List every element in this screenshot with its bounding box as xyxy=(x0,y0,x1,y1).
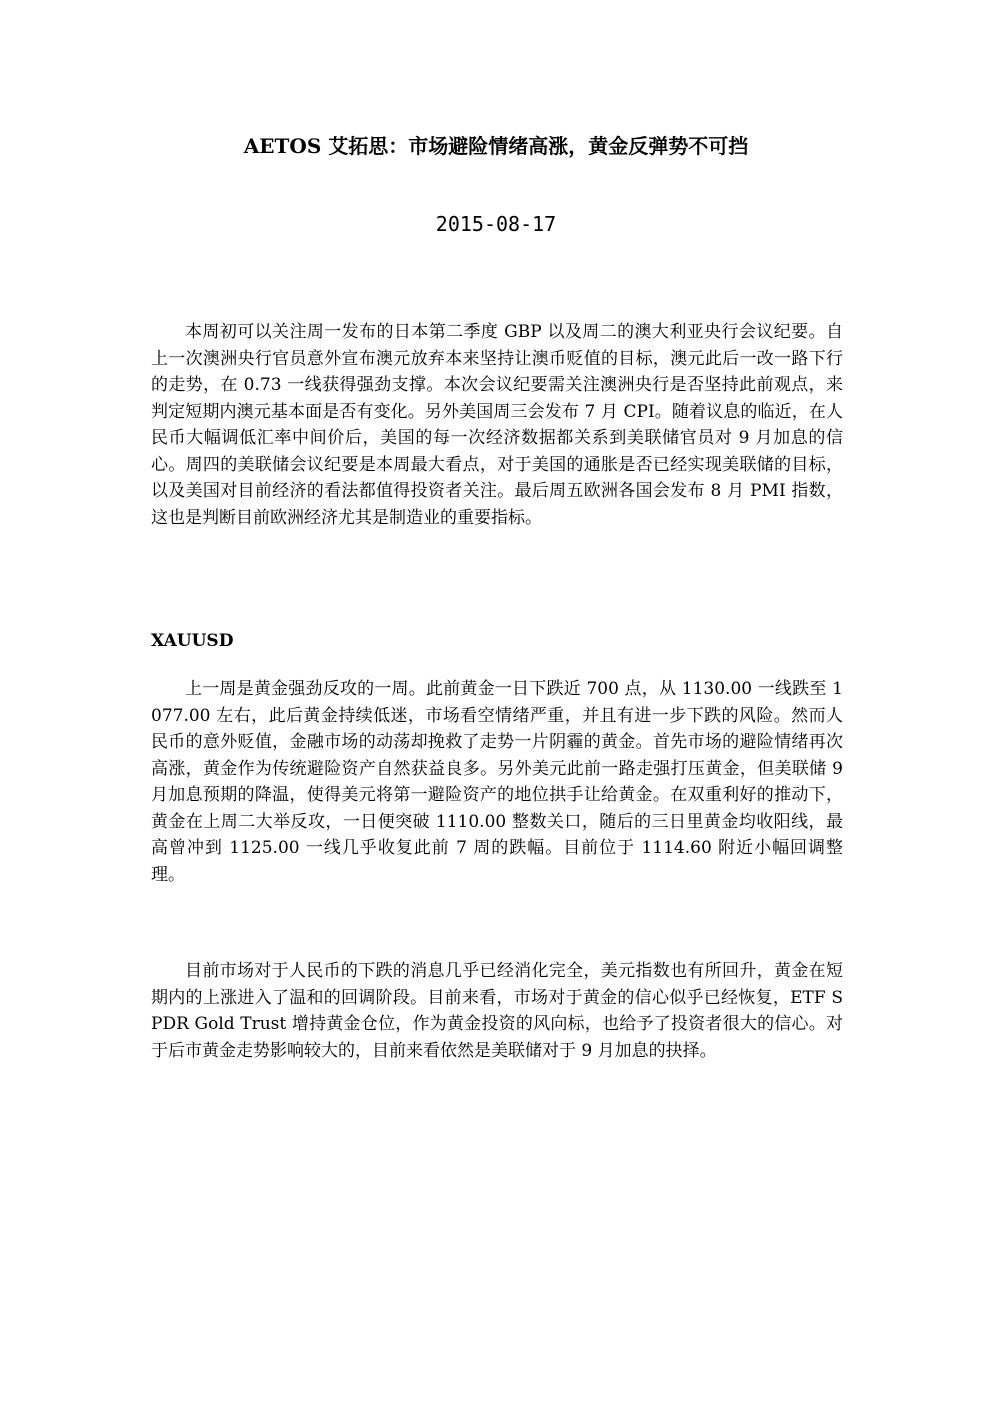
document-title: AETOS 艾拓思：市场避险情绪高涨，黄金反弹势不可挡 xyxy=(243,134,749,158)
section-heading-xauusd: XAUUSD xyxy=(151,631,234,651)
paragraph-gold-review: 上一周是黄金强劲反攻的一周。此前黄金一日下跌近 700 点，从 1130.00 一线跌至 1077.00 左右，此后黄金持续低迷，市场看空情绪严重，并且有进一步下跌的风险。然而人民币的意外贬值，金融市场的动荡却挽救了走势一片阴霾的黄金。首先市场的避险情绪再次高涨，黄金作为传统避险资产自然获益良多。另外美元此前一路走强打压黄金，但美联储 9 月加息预期的降温，使得美元将第一避险资产的地位拱手让给黄金。在双重利好的推动下，黄金在上周二大举反攻，一日便突破 1110.00 整数关口，随后的三日里黄金均收阳线，最高曾冲到 1125.00 一线几乎收复此前 7 周的跌幅。目前位于 1114.60 附近小幅回调整理。 xyxy=(151,679,843,885)
paragraph-outlook: 本周初可以关注周一发布的日本第二季度 GBP 以及周二的澳大利亚央行会议纪要。自上一次澳洲央行官员意外宣布澳元放弃本来坚持让澳币贬值的目标，澳元此后一改一路下行的走势，在 0.73 一线获得强劲支撑。本次会议纪要需关注澳洲央行是否坚持此前观点，来判定短期内澳元基本面是否有变化。另外美国周三会发布 7 月 CPI。随着议息的临近，在人民币大幅调低汇率中间价后，美国的每一次经济数据都关系到美联储官员对 9 月加息的信心。周四的美联储会议纪要是本周最大看点，对于美国的通胀是否已经实现美联储的目标，以及美国对目前经济的看法都值得投资者关注。最后周五欧洲各国会发布 8 月 PMI 指数，这也是判断目前欧洲经济尤其是制造业的重要指标。 xyxy=(151,322,843,528)
document-date: 2015-08-17 xyxy=(435,212,557,236)
paragraph-gold-outlook: 目前市场对于人民币的下跌的消息几乎已经消化完全，美元指数也有所回升，黄金在短期内的上涨进入了温和的回调阶段。目前来看，市场对于黄金的信心似乎已经恢复，ETF SPDR Gold Trust 增持黄金仓位，作为黄金投资的风向标，也给予了投资者很大的信心。对于后市黄金走势影响较大的，目前来看依然是美联储对于 9 月加息的抉择。 xyxy=(151,961,843,1061)
